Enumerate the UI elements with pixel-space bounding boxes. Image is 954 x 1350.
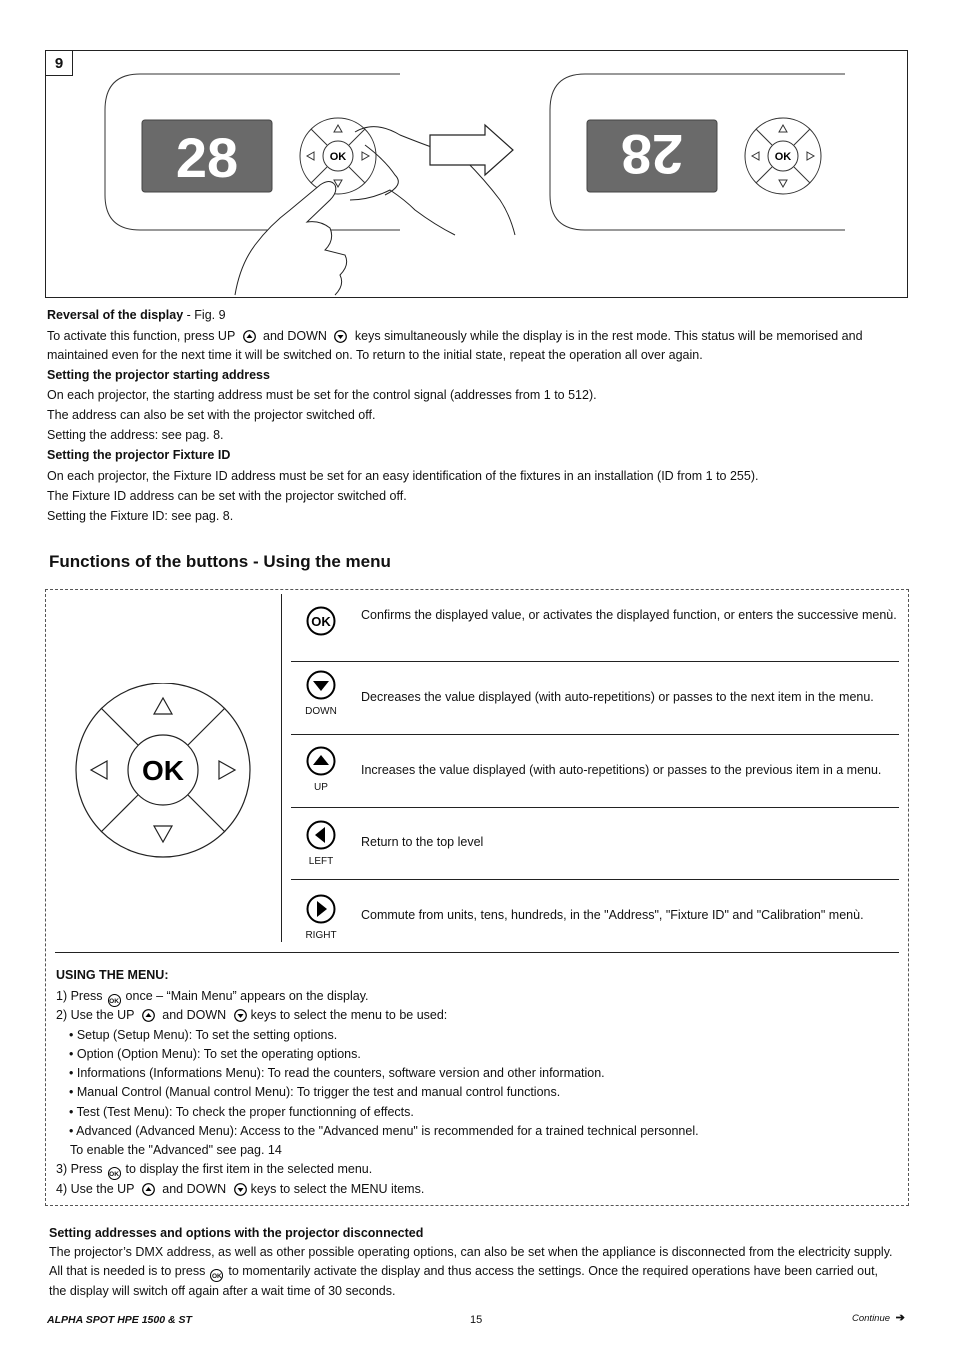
- svg-text:OK: OK: [311, 614, 331, 629]
- down-key-icon: [334, 330, 347, 343]
- big-ok-label: OK: [142, 755, 184, 786]
- display-value-normal: 28: [175, 126, 239, 189]
- down-button-label: DOWN: [305, 706, 337, 717]
- big-keypad-illustration: [74, 683, 254, 859]
- ok-key-icon: OK: [210, 1269, 223, 1282]
- start-address-line2: The address can also be set with the projector switched off.: [47, 408, 376, 422]
- right-button-label: RIGHT: [305, 930, 337, 941]
- fixture-id-heading: Setting the projector Fixture ID: [47, 448, 231, 462]
- menu-bullet-advanced: • Advanced (Advanced Menu): Access to the "Advanced menu" is recommended for a trained technical personnel.: [69, 1124, 699, 1138]
- left-button-label: LEFT: [308, 856, 334, 867]
- disconnected-line2: All that is needed is to press OK to momentarily activate the display and thus access the settings. Once the required operations have been carried out,: [49, 1264, 879, 1280]
- down-key-icon: [234, 1183, 247, 1196]
- menu-step-4: 4) Use the UP and DOWN keys to select the MENU items.: [56, 1182, 425, 1196]
- svg-text:OK: OK: [774, 151, 792, 163]
- start-address-line3: Setting the address: see pag. 8.: [47, 428, 224, 442]
- up-key-icon: [142, 1183, 155, 1196]
- menu-bullet-setup: • Setup (Setup Menu): To set the setting options.: [69, 1028, 338, 1042]
- left-button-icon: [304, 820, 338, 867]
- fixture-id-line3: Setting the Fixture ID: see pag. 8.: [47, 509, 234, 523]
- arrow-right-icon: ➔: [895, 1312, 905, 1324]
- menu-bullet-manual-control: • Manual Control (Manual control Menu): To trigger the test and manual control functions.: [69, 1085, 561, 1099]
- footer-continue: Continue ➔: [852, 1312, 905, 1324]
- ok-button-description: Confirms the displayed value, or activates the displayed function, or enters the successive menù.: [361, 608, 897, 622]
- down-button-description: Decreases the value displayed (with auto-repetitions) or passes to the next item in the menu.: [361, 690, 874, 704]
- left-button-description: Return to the top level: [361, 835, 484, 849]
- menu-bullet-option: • Option (Option Menu): To set the operating options.: [69, 1047, 361, 1061]
- row-divider: [291, 879, 899, 880]
- disconnected-line1: The projector’s DMX address, as well as other possible operating options, can also be set when the appliance is disconnected from the electricity supply.: [49, 1245, 893, 1259]
- menu-step-2: 2) Use the UP and DOWN keys to select the menu to be used:: [56, 1008, 448, 1022]
- advanced-note: To enable the "Advanced" see pag. 14: [70, 1143, 282, 1157]
- row-divider: [291, 661, 899, 662]
- up-key-icon: [243, 330, 256, 343]
- table-column-divider: [281, 594, 282, 942]
- ok-key-icon: OK: [108, 1167, 121, 1180]
- up-button-description: Increases the value displayed (with auto-repetitions) or passes to the previous item in a menu.: [361, 763, 882, 777]
- using-menu-title: USING THE MENU:: [56, 968, 169, 982]
- figure-number: 9: [46, 51, 73, 76]
- up-button-icon: [304, 746, 338, 793]
- footer-page-number: 15: [470, 1314, 483, 1326]
- row-divider: [291, 807, 899, 808]
- fixture-id-line2: The Fixture ID address can be set with the projector switched off.: [47, 489, 407, 503]
- disconnected-heading: Setting addresses and options with the projector disconnected: [49, 1226, 424, 1240]
- menu-bullet-informations: • Informations (Informations Menu): To read the counters, software version and other information.: [69, 1066, 605, 1080]
- row-divider: [291, 734, 899, 735]
- svg-text:OK: OK: [329, 151, 347, 163]
- reversal-paragraph-line2: maintained even for the next time it will be switched on. To return to the initial state, repeat the operation all over again.: [47, 348, 703, 362]
- table-bottom-divider: [55, 952, 899, 953]
- footer-model: ALPHA SPOT HPE 1500 & ST: [47, 1314, 192, 1326]
- start-address-heading: Setting the projector starting address: [47, 368, 270, 382]
- section-title: Functions of the buttons - Using the menu: [49, 552, 391, 571]
- disconnected-line3: the display will switch off again after a wait time of 30 seconds.: [49, 1284, 396, 1298]
- up-button-label: UP: [314, 782, 328, 793]
- start-address-line1: On each projector, the starting address must be set for the control signal (addresses from 1 to 512).: [47, 388, 597, 402]
- reversal-paragraph-line1: To activate this function, press UP and DOWN keys simultaneously while the display is in the rest mode. This status will be memorised and: [47, 329, 863, 343]
- menu-step-3: 3) Press OK to display the first item in the selected menu.: [56, 1162, 373, 1178]
- fixture-id-line1: On each projector, the Fixture ID address must be set for an easy identification of the fixtures in an installation (ID from 1 to 255).: [47, 469, 759, 483]
- display-value-reversed: 28: [620, 123, 684, 186]
- down-key-icon: [234, 1009, 247, 1022]
- menu-bullet-test: • Test (Test Menu): To check the proper functionning of effects.: [69, 1105, 414, 1119]
- ok-button-icon: [304, 606, 338, 639]
- down-button-icon: [304, 670, 338, 717]
- reversal-heading: Reversal of the display - Fig. 9: [47, 308, 226, 322]
- ok-key-icon: OK: [108, 994, 121, 1007]
- right-button-description: Commute from units, tens, hundreds, in the "Address", "Fixture ID" and "Calibration" menù.: [361, 908, 864, 922]
- display-reversal-illustration: [45, 50, 908, 298]
- menu-step-1: 1) Press OK once – “Main Menu” appears on the display.: [56, 989, 369, 1005]
- up-key-icon: [142, 1009, 155, 1022]
- right-button-icon: [304, 894, 338, 941]
